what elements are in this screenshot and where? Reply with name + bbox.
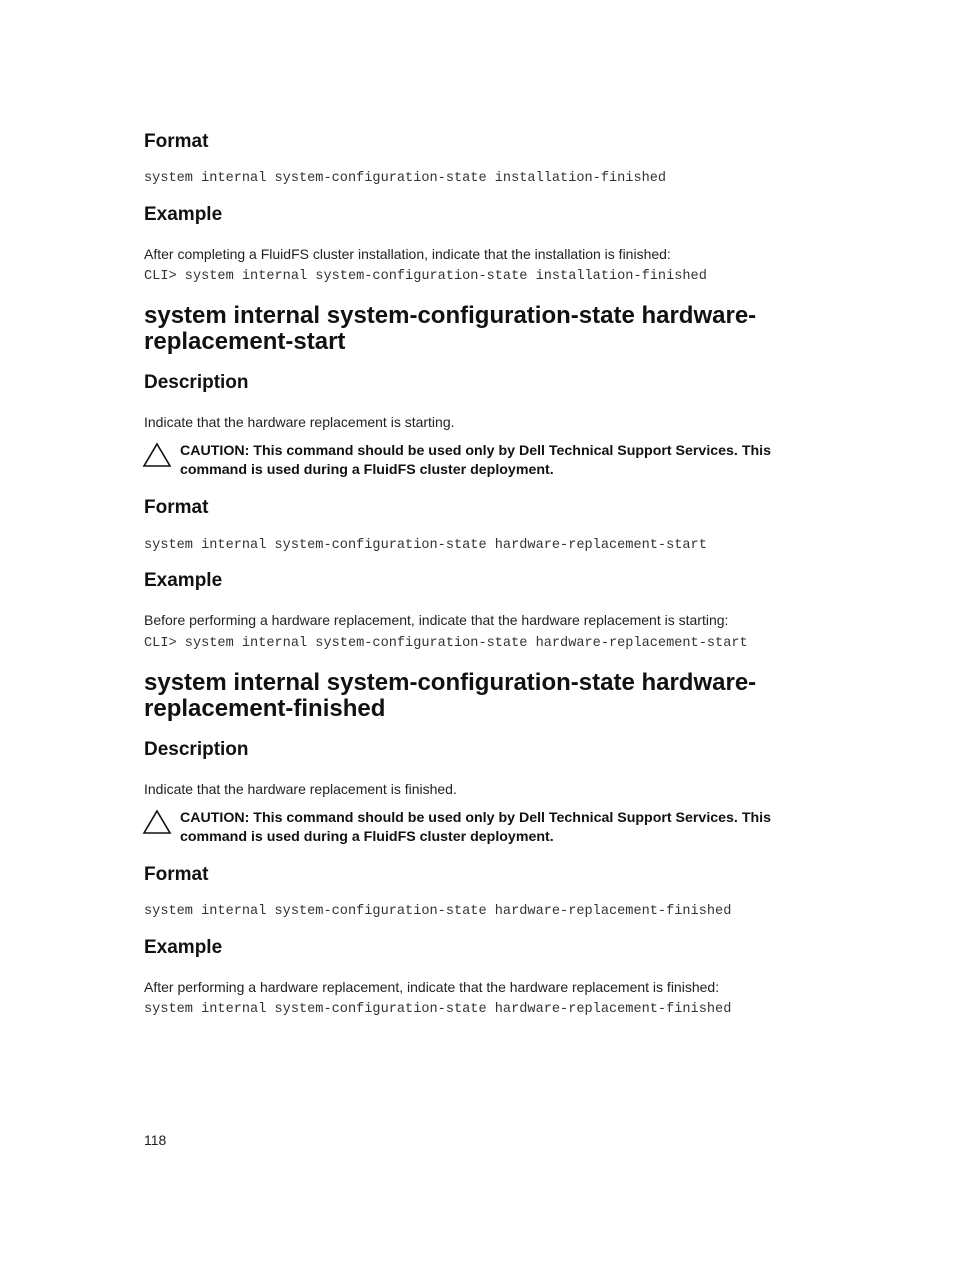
caution-text: CAUTION: This command should be used only by Dell Technical Support Services. This command is used during a FluidFS cluster deployment. xyxy=(180,443,771,478)
description-heading: Description xyxy=(144,739,249,760)
description-text: Indicate that the hardware replacement is starting. xyxy=(144,414,455,430)
example-code: CLI> system internal system-configuration-state installation-finished xyxy=(144,269,707,284)
example-text: After completing a FluidFS cluster installation, indicate that the installation is finished: xyxy=(144,246,671,262)
example-code: system internal system-configuration-state hardware-replacement-finished xyxy=(144,1002,732,1017)
caution-icon xyxy=(142,809,172,835)
format-heading: Format xyxy=(144,131,209,152)
format-heading: Format xyxy=(144,864,209,885)
caution-icon xyxy=(142,442,172,468)
example-heading: Example xyxy=(144,937,223,958)
example-text: After performing a hardware replacement, indicate that the hardware replacement is finished: xyxy=(144,979,720,995)
format-code: system internal system-configuration-state hardware-replacement-start xyxy=(144,538,707,553)
description-heading: Description xyxy=(144,372,249,393)
format-code: system internal system-configuration-state installation-finished xyxy=(144,171,667,186)
format-heading: Format xyxy=(144,497,209,518)
format-code: system internal system-configuration-state hardware-replacement-finished xyxy=(144,904,732,919)
example-code: CLI> system internal system-configuration-state hardware-replacement-start xyxy=(144,636,748,651)
example-text: Before performing a hardware replacement, indicate that the hardware replacement is starting: xyxy=(144,612,729,628)
page-number: 118 xyxy=(144,1132,167,1148)
example-heading: Example xyxy=(144,204,223,225)
section-title: system internal system-configuration-state hardware-replacement-finished xyxy=(144,669,757,722)
caution-text: CAUTION: This command should be used only by Dell Technical Support Services. This command is used during a FluidFS cluster deployment. xyxy=(180,810,771,845)
example-heading: Example xyxy=(144,570,223,591)
description-text: Indicate that the hardware replacement is finished. xyxy=(144,781,457,797)
section-title: system internal system-configuration-state hardware-replacement-start xyxy=(144,302,757,355)
